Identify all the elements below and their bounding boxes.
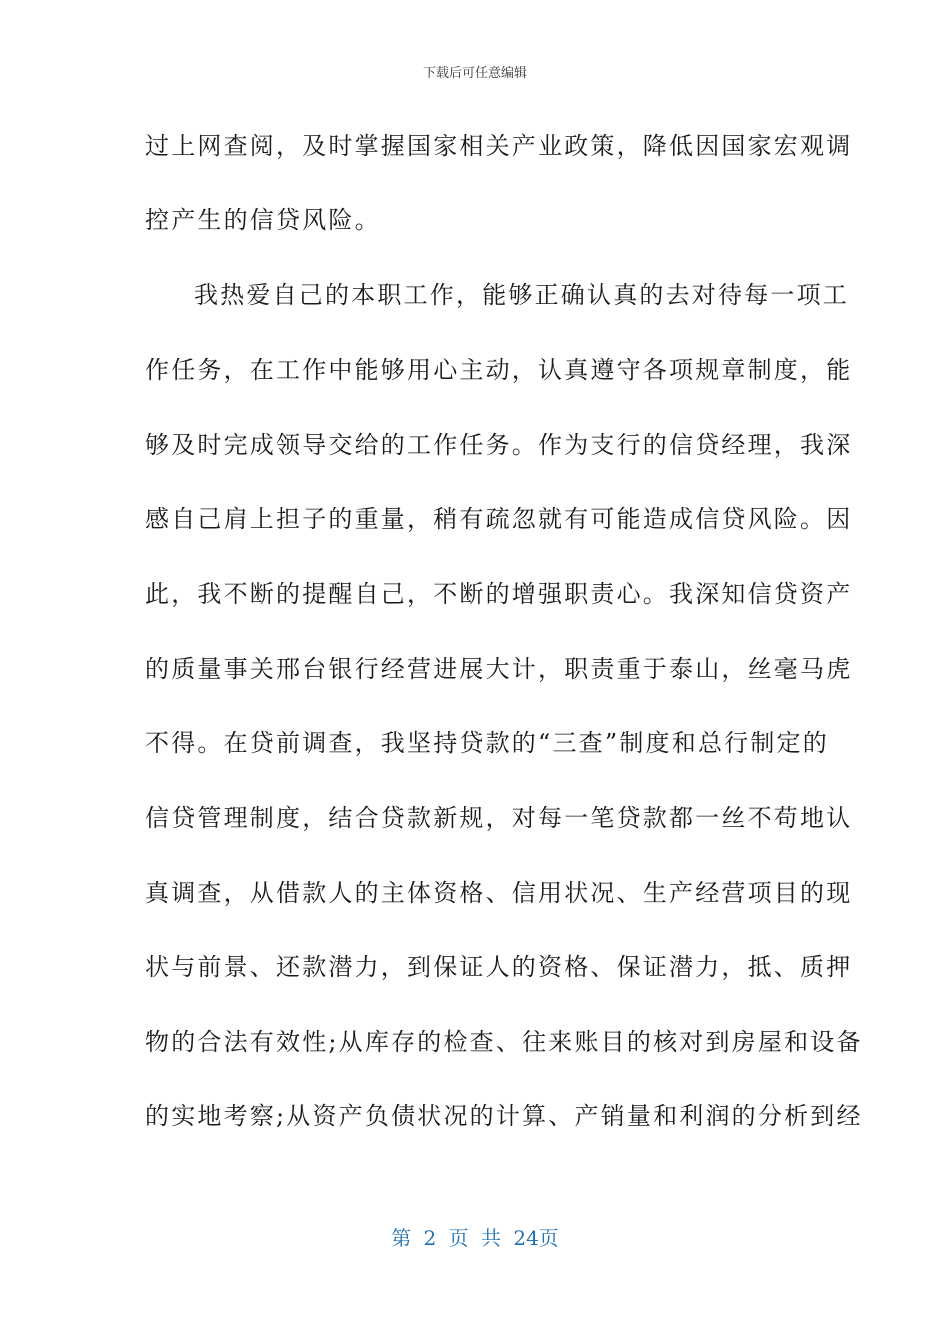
page-header-note: 下载后可任意编辑 xyxy=(422,66,527,81)
paragraph-first-line: 我热爱自己的本职工作，能够正确认真的去对待每一项工 xyxy=(194,281,849,309)
body-line: 状与前景、还款潜力，到保证人的资格、保证潜力，抵、质押 xyxy=(145,953,853,981)
body-line: 作任务，在工作中能够用心主动，认真遵守各项规章制度，能 xyxy=(145,356,853,384)
body-line: 的质量事关邢台银行经营进展大计，职责重于泰山，丝毫马虎 xyxy=(145,655,853,683)
body-line: 过上网查阅，及时掌握国家相关产业政策，降低因国家宏观调 xyxy=(145,132,853,160)
body-line: 够及时完成领导交给的工作任务。作为支行的信贷经理，我深 xyxy=(145,431,853,459)
body-line: 此，我不断的提醒自己，不断的增强职责心。我深知信贷资产 xyxy=(145,580,853,608)
body-line: 感自己肩上担子的重量，稍有疏忽就有可能造成信贷风险。因 xyxy=(145,505,853,533)
body-line: 信贷管理制度，结合贷款新规，对每一笔贷款都一丝不苟地认 xyxy=(145,804,853,832)
body-line: 不得。在贷前调查，我坚持贷款的“三查”制度和总行制定的 xyxy=(145,729,829,757)
body-line: 控产生的信贷风险。 xyxy=(145,206,381,234)
body-line: 的实地考察;从资产负债状况的计算、产销量和利润的分析到经 xyxy=(145,1102,863,1130)
body-line: 真调查，从借款人的主体资格、信用状况、生产经营项目的现 xyxy=(145,879,853,907)
body-line: 物的合法有效性;从库存的检查、往来账目的核对到房屋和设备 xyxy=(145,1028,863,1056)
page-number-footer: 第 2 页 共 24页 xyxy=(391,1226,559,1250)
